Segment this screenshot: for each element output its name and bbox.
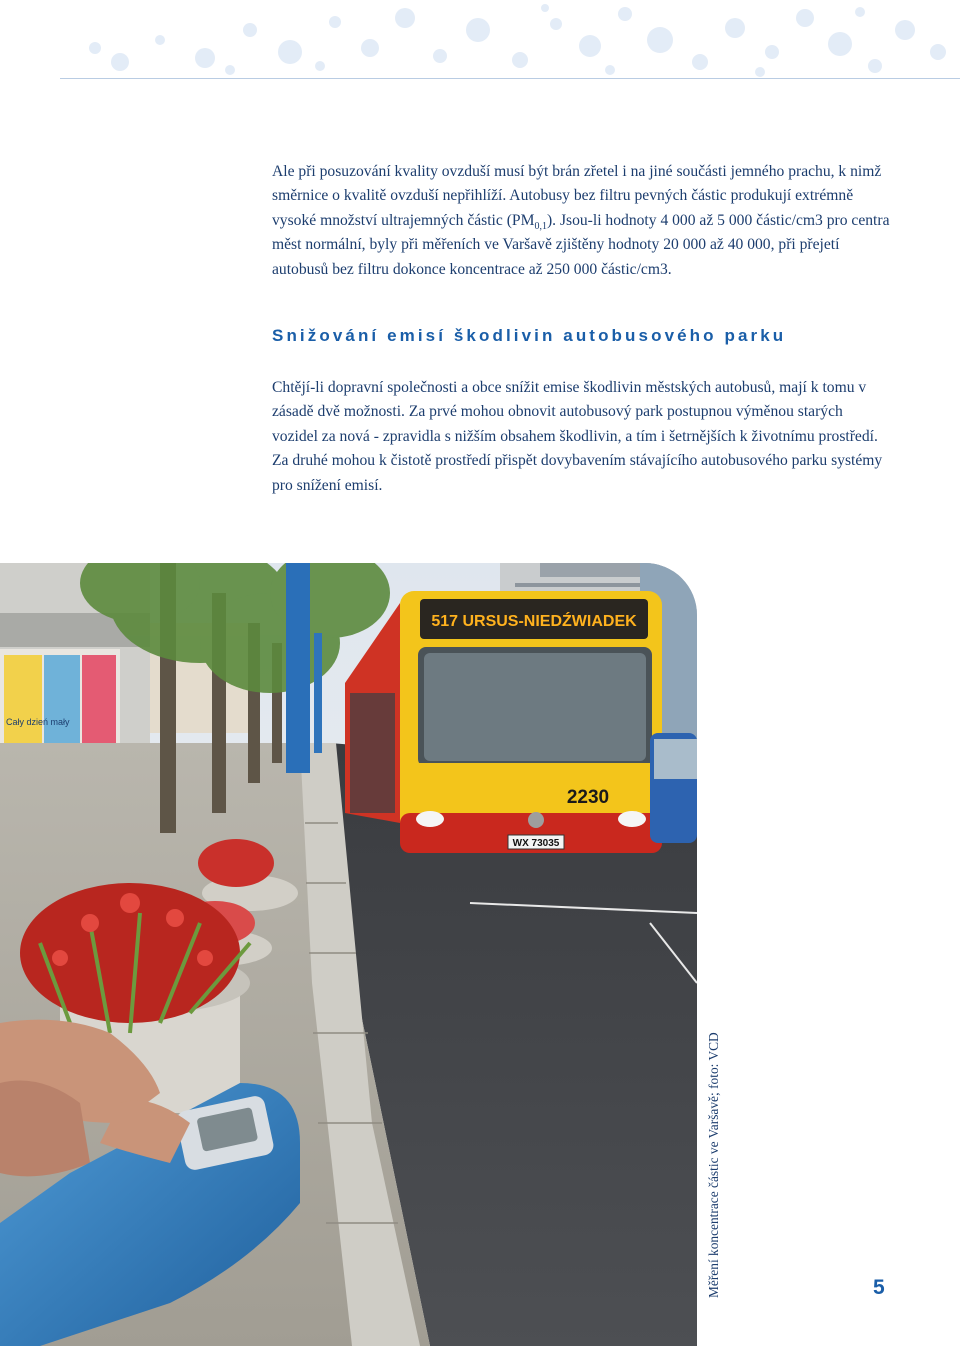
intro-paragraph [272, 160, 890, 282]
intro-text-part2: ). Jsou-li hodnoty 4 000 až 5 000 částic/cm3 pro centra měst normální, byly při měřeních ve Varšavě zjištěny hodnoty 20 000 až 40 000, při přejetí autobusů bez filtru dokonce koncentrace až 250 000 částic/cm3. [272, 211, 890, 278]
page-number: 5 [873, 1276, 885, 1299]
header-rule [60, 78, 960, 79]
bus-fleet-number: 2230 [566, 787, 610, 808]
header-bubble-decoration [0, 0, 960, 90]
street-photo-illustration [0, 563, 697, 1346]
bus-illustration [345, 591, 662, 853]
photo-caption: Měření koncentrace částic ve Varšavě; foto: VCD [706, 1032, 721, 1298]
section-heading: Snižování emisí škodlivin autobusového parku [272, 326, 787, 345]
shop-sign-text: Cały dzień mały [6, 717, 70, 727]
section-paragraph: Chtějí-li dopravní společnosti a obce snížit emise škodlivin městských autobusů, mají k tomu v zásadě dvě možnosti. Za prvé mohou obnovit autobusový park postupnou výměnou starých vozidel za nová - zpravidla s nižším obsahem škodlivin, a tím i šetrnějších k životnímu prostředí. Za druhé mohou k čistotě prostředí přispět dovybavením stávajícího autobusového parku systémy pro snížení emisí. [272, 379, 883, 494]
pm-subscript: 0,1 [534, 220, 547, 232]
intro-text-part1: Ale při posuzování kvality ovzduší musí být brán zřetel i na jiné součásti jemného prachu, k nimž směrnice o kvalitě ovzduší nepřihlíží. Autobusy bez filtru pevných částic produkují extrémně vysoké množství ultrajemných částic (PM [272, 163, 882, 229]
bus-destination-display: 517 URSUS-NIEDŹWIADEK [431, 613, 637, 630]
bus-license-plate: WX 73035 [512, 838, 560, 849]
street-photo [0, 563, 697, 1346]
